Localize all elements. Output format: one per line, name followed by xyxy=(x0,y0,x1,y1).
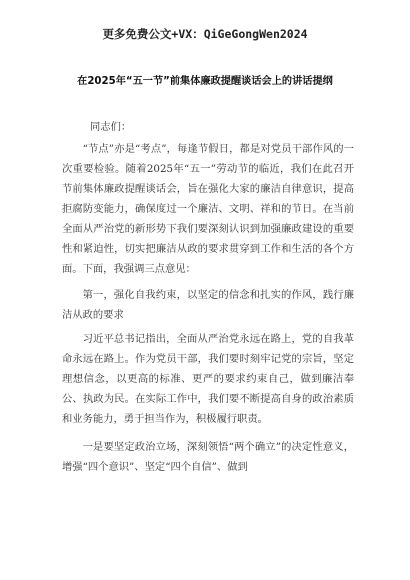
watermark-text: 更多免费公文+VX：QiGeGongWen2024 xyxy=(102,27,308,41)
paragraph-body-1: 习近平总书记指出，全面从严治党永远在路上，党的自我革命永远在路上。作为党员干部，我们要时刻牢记党的宗旨，坚定理想信念，以更高的标准、更严的要求约束自己，做到廉洁奉公、执政为民。在实际工作中，我们要不断提高自身的政治素质和业务能力，勇于担当作为，积极履行职责。 xyxy=(62,333,354,425)
paragraph-point-1: 一是要坚定政治立场，深刻领悟“两个确立”的决定性意义，增强“四个意识”、坚定“四个自信”、做到 xyxy=(62,441,354,473)
paragraph-intro: “节点”亦是“考点”，每逢节假日，都是对党员干部作风的一次重要检验。随着2025年“五一”劳动节的临近，我们在此召开节前集体廉政提醒谈话会，旨在强化大家的廉洁自律意识，提高拒腐防变能力，确保度过一个廉洁、文明、祥和的节日。在当前全面从严治党的新形势下我们要深刻认识到加强廉政建设的重要性和紧迫性，切实把廉洁从政的要求贯穿到工作和生活的各个方面。下面，我强调三点意见： xyxy=(62,143,354,275)
document-body xyxy=(62,139,354,477)
paragraph-heading-1: 第一，强化自我约束，以坚定的信念和扎实的作风，践行廉洁从政的要求 xyxy=(62,289,354,321)
salutation: 同志们： xyxy=(90,121,132,133)
document-title: 在2025年“五一节”前集体廉政提醒谈话会上的讲话提纲 xyxy=(77,76,333,87)
